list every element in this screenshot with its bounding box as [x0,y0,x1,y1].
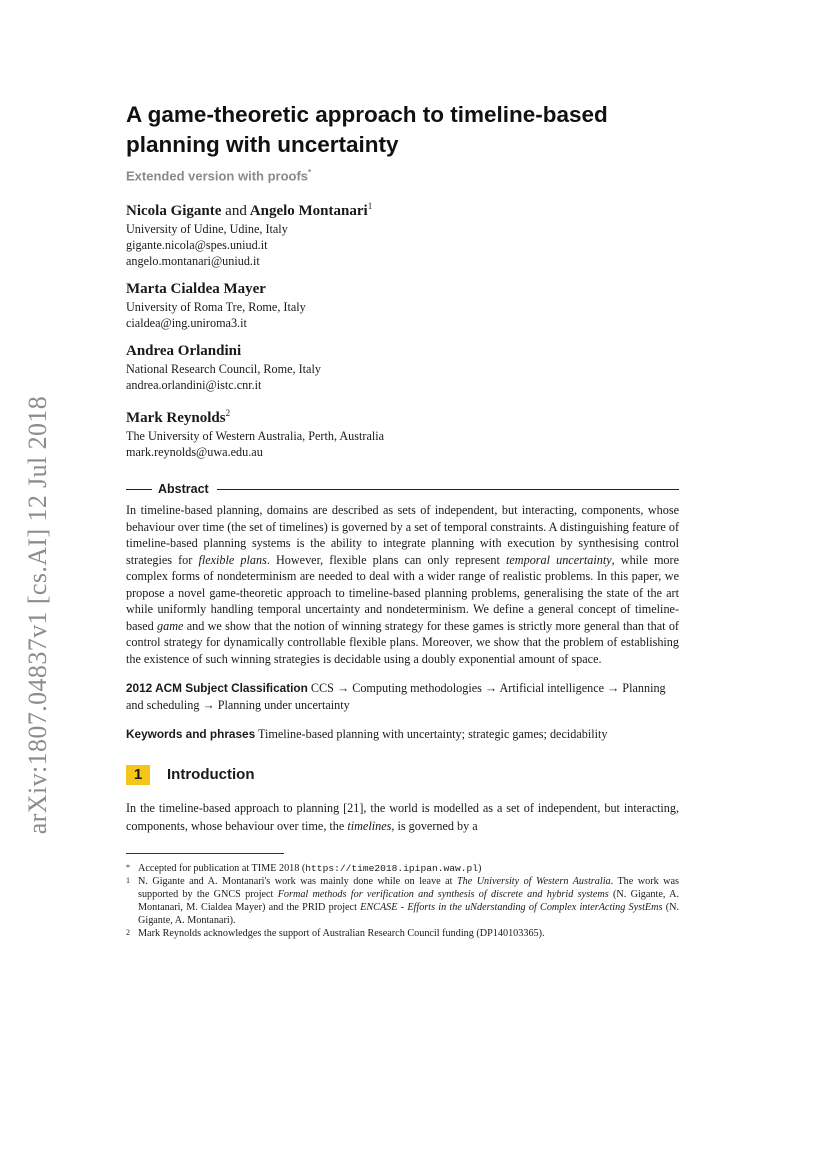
author-footnote-mark: 1 [367,201,373,212]
footnote-part: N. Gigante and A. Montanari's work was mainly done while on leave at [138,875,457,887]
paper-page [126,100,679,940]
author-block-1 [126,197,679,269]
intro-emphasis: timelines [347,818,392,833]
keywords [126,726,679,743]
footnotes [126,862,679,940]
footnote-2 [126,927,679,940]
author-name: Andrea Orlandini [126,343,242,360]
abstract-heading [126,482,679,496]
abstract-emphasis: temporal uncertainty [506,552,612,567]
author-names-4 [126,404,679,428]
author-affiliation: National Research Council, Rome, Italy [126,362,321,377]
abstract-part: . However, flexible plans can only represent [266,552,506,567]
arxiv-side-stamp [18,380,58,850]
author-names-1 [126,197,679,221]
section-title: Introduction [167,766,255,784]
abstract-part: In timeline-based planning, domains are described as sets of independent, but interacting, components, whose behaviour over time (the set of timelines) is governed by a set of temporal constraints. A distinguishing feature of timeline-based planning systems is the ability to integrate planning with execution by synthesising control strategies for [126,503,679,567]
footnote-star [126,862,679,875]
keywords-label: Keywords and phrases [126,727,256,742]
author-name: Nicola Gigante [126,203,222,220]
author-block-3 [126,342,679,393]
abstract-emphasis: game [157,618,184,633]
footnote-1 [126,875,679,927]
keywords-text: Timeline-based planning with uncertainty; strategic games; decidability [257,727,608,742]
acm-classification [126,680,679,713]
footnote-rule [126,853,284,854]
footnote-text [138,862,679,875]
acm-text: CCS → Computing methodologies → Artificial intelligence → Planning and scheduling → Planning under uncertainty [126,681,666,712]
footnote-emphasis: Formal methods for verification and synthesis of discrete and hybrid systems [277,888,609,900]
intro-part: In the timeline-based approach to planning [21], the world is modelled as a set of independent, but interacting, components, whose behaviour over time, the [126,800,679,833]
section-heading [126,765,679,785]
author-list [126,197,679,460]
intro-part: , is governed by a [391,818,478,833]
section-number: 1 [126,765,150,785]
author-block-2 [126,280,679,331]
subtitle-footnote-mark: * [308,168,312,177]
abstract-rule-right [217,489,679,490]
author-email: cialdea@ing.uniroma3.it [126,316,247,331]
title-line-1: A game-theoretic approach to timeline-based [126,102,608,127]
author-block-4 [126,404,679,460]
abstract-rule-left [126,489,152,490]
footnote-part: (N. Gigante, A. Montanari). [138,901,680,926]
footnote-emphasis: ENCASE - Efforts in the uNderstanding of Complex interActing SystEms [360,901,663,913]
author-name: Mark Reynolds [126,410,226,427]
abstract-text [126,502,679,667]
author-name: Angelo Montanari [249,203,368,220]
author-email: gigante.nicola@spes.uniud.it [126,238,268,253]
abstract-part: and we show that the notion of winning strategy for these games is strictly more general than that of control strategy for dynamically controllable flexible plans. Moreover, we show that the problem of establishing the existence of such winning strategies is decidable using a doubly exponential amount of space. [126,618,679,666]
subtitle [126,168,679,183]
abstract-emphasis: flexible plans [198,552,267,567]
author-affiliation: The University of Western Australia, Perth, Australia [126,429,385,444]
footnote-mark: * [126,862,130,872]
paper-title [126,100,679,160]
author-email: andrea.orlandini@istc.cnr.it [126,378,262,393]
author-affiliation: University of Udine, Udine, Italy [126,222,288,237]
footnote-url[interactable]: https://time2018.ipipan.waw.pl [305,862,479,874]
footnote-part: ) [478,862,482,874]
author-conjunction: and [225,203,247,220]
subtitle-text: Extended version with proofs [126,168,309,184]
author-email: mark.reynolds@uwa.edu.au [126,445,263,460]
acm-label: 2012 ACM Subject Classification [126,681,308,696]
footnote-part: (N. Gigante, A. Montanari, M. Cialdea Mayer) and the PRID project [138,888,680,913]
footnote-part: . The work was supported by the GNCS project [138,875,679,900]
intro-paragraph [126,799,679,835]
footnote-text: Mark Reynolds acknowledges the support of Australian Research Council funding (DP140103365). [138,927,545,939]
author-footnote-mark: 2 [225,408,231,419]
author-affiliation: University of Roma Tre, Rome, Italy [126,300,306,315]
title-line-2: planning with uncertainty [126,132,399,157]
footnote-emphasis: The University of Western Australia [456,875,611,887]
author-name: Marta Cialdea Mayer [126,281,266,298]
author-email: angelo.montanari@uniud.it [126,254,260,269]
abstract-part: , while more complex forms of nondeterminism are needed to deal with a wider range of realistic problems. In this paper, we propose a novel game-theoretic approach to timeline-based planning problems, generalising the state of the art while uniformly handling temporal uncertainty and nondeterminism. We define a general concept of timeline-based [126,552,679,633]
arxiv-identifier: arXiv:1807.04837v1 [cs.AI] 12 Jul 2018 [23,395,52,835]
footnote-text [138,875,679,927]
footnote-part: Accepted for publication at TIME 2018 ( [138,862,306,874]
footnote-mark: 2 [126,927,130,937]
abstract-title: Abstract [158,482,209,497]
footnote-mark: 1 [126,875,130,885]
